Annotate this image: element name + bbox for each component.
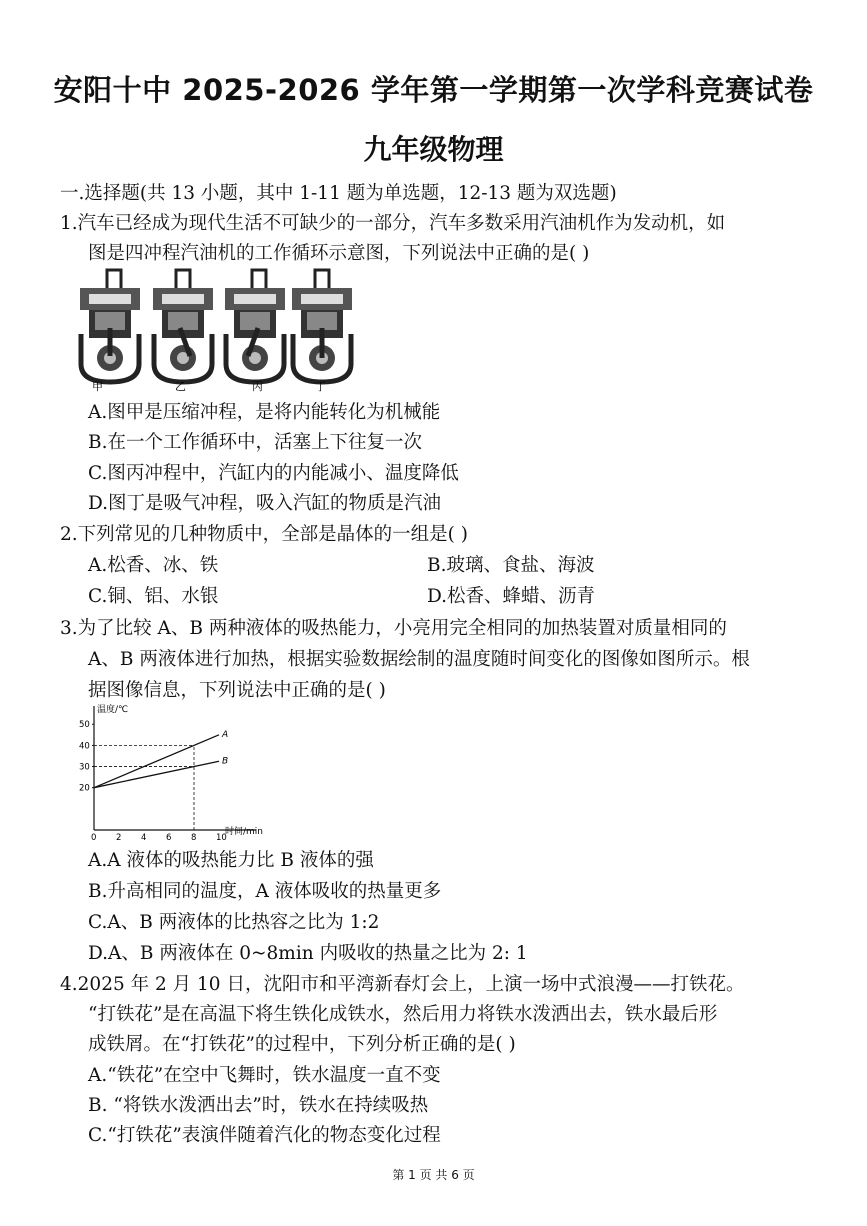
y-tick-label: 30 [79, 762, 90, 773]
x-tick-label: 8 [191, 833, 197, 842]
series-line-a [94, 735, 219, 788]
q1-option-a[interactable]: A.图甲是压缩冲程，是将内能转化为机械能 [88, 402, 441, 423]
exam-subtitle: 九年级物理 [363, 133, 504, 166]
q4-stem-line3: 成铁屑。在“打铁花”的过程中，下列分析正确的是( ) [88, 1034, 516, 1055]
q4-option-a[interactable]: A.“铁花”在空中飞舞时，铁水温度一直不变 [88, 1065, 441, 1086]
engine-diagram-ding [292, 270, 352, 382]
q1-stem-line2: 图是四冲程汽油机的工作循环示意图，下列说法中正确的是( ) [88, 243, 590, 264]
q2-option-c[interactable]: C.铜、铝、水银 [88, 586, 219, 607]
q4-option-c[interactable]: C.“打铁花”表演伴随着汽化的物态变化过程 [88, 1125, 441, 1146]
q3-option-d[interactable]: D.A、B 两液体在 0~8min 内吸收的热量之比为 2: 1 [88, 943, 528, 964]
q1-stem-line1: 1.汽车已经成为现代生活不可缺少的一部分，汽车多数采用汽油机作为发动机，如 [60, 213, 726, 234]
q1-option-b[interactable]: B.在一个工作循环中，活塞上下往复一次 [88, 432, 422, 453]
x-tick-label: 6 [166, 833, 172, 842]
q2-option-b[interactable]: B.玻璃、食盐、海波 [427, 555, 595, 576]
q1-option-d[interactable]: D.图丁是吸气冲程，吸入汽缸的物质是汽油 [88, 493, 442, 514]
series-label-b: B [222, 756, 229, 767]
x-tick-label: 0 [91, 833, 97, 842]
figure-label-ding: 丁 [315, 380, 326, 393]
y-tick-label: 40 [79, 741, 90, 752]
x-tick-label: 2 [116, 833, 122, 842]
page-footer: 第 1 页 共 6 页 [392, 1168, 475, 1182]
q1-option-c[interactable]: C.图丙冲程中，汽缸内的内能减小、温度降低 [88, 463, 459, 484]
figure-label-jia: 甲 [92, 380, 103, 393]
q3-option-b[interactable]: B.升高相同的温度，A 液体吸收的热量更多 [88, 881, 442, 902]
x-tick-label: 10 [216, 833, 227, 842]
q4-stem-line2: “打铁花”是在高温下将生铁化成铁水，然后用力将铁水泼洒出去，铁水最后形 [88, 1004, 718, 1025]
engine-diagram-jia [80, 270, 140, 382]
engine-diagram-bing [225, 270, 285, 382]
q4-option-b[interactable]: B. “将铁水泼洒出去”时，铁水在持续吸热 [88, 1095, 429, 1116]
q3-stem-line1: 3.为了比较 A、B 两种液体的吸热能力，小亮用完全相同的加热装置对质量相同的 [60, 618, 727, 639]
figure-label-bing: 丙 [252, 380, 263, 393]
q2-stem: 2.下列常见的几种物质中，全部是晶体的一组是( ) [60, 524, 468, 545]
engine-diagram-yi [153, 270, 213, 382]
q1-engine-figure [75, 268, 360, 393]
figure-label-yi: 乙 [175, 380, 186, 393]
x-axis-label: 时间/min [225, 827, 264, 837]
q2-option-a[interactable]: A.松香、冰、铁 [88, 555, 219, 576]
q3-stem-line3: 据图像信息，下列说法中正确的是( ) [88, 680, 386, 701]
q3-stem-line2: A、B 两液体进行加热，根据实验数据绘制的温度随时间变化的图像如图所示。根 [88, 649, 750, 670]
x-tick-label: 4 [141, 833, 147, 842]
q3-option-c[interactable]: C.A、B 两液体的比热容之比为 1:2 [88, 912, 380, 933]
y-axis-label: 温度/℃ [97, 705, 129, 715]
section-header: 一.选择题(共 13 小题，其中 1-11 题为单选题，12-13 题为双选题) [60, 183, 617, 204]
q3-option-a[interactable]: A.A 液体的吸热能力比 B 液体的强 [88, 850, 374, 871]
exam-title: 安阳十中 2025-2026 学年第一学期第一次学科竞赛试卷 [53, 73, 814, 107]
y-tick-label: 50 [79, 720, 90, 731]
q3-temperature-chart [74, 702, 274, 842]
series-label-a: A [222, 729, 229, 740]
series-line-b [94, 761, 219, 787]
q4-stem-line1: 4.2025 年 2 月 10 日，沈阳市和平湾新春灯会上，上演一场中式浪漫——打铁花。 [60, 974, 745, 995]
y-tick-label: 20 [79, 783, 90, 794]
q2-option-d[interactable]: D.松香、蜂蜡、沥青 [427, 586, 596, 607]
